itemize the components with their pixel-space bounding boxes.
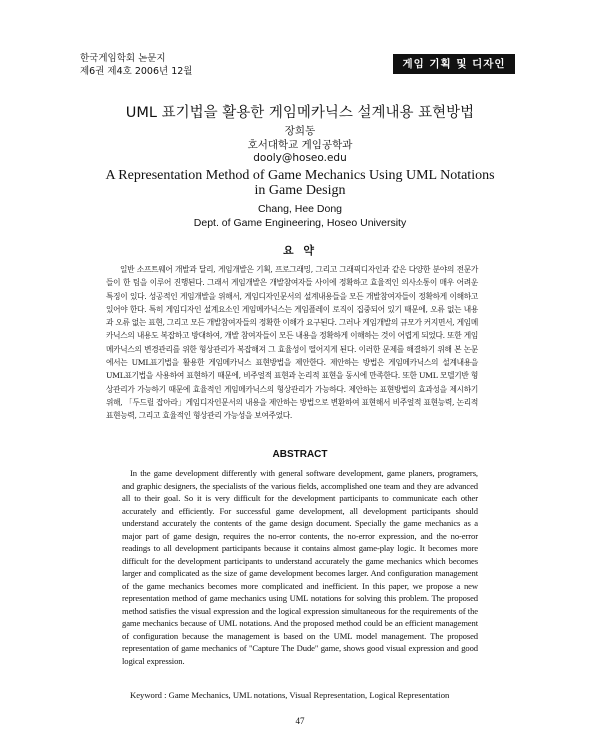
korean-author-block xyxy=(0,125,600,166)
korean-title: UML 표기법을 활용한 게임메카닉스 설계내용 표현방법 xyxy=(125,105,475,121)
section-badge: 게임 기획 및 디자인 xyxy=(393,54,515,74)
english-abstract-text: In the game development differently with general software development, game planers, programers, and graphic designers, the specialists of the various fields, accomplished one team and they are advanced all to their goal. So it is very difficult for the development participants to communicate each other accurately and efficiently. For successful game development, all development participants should understand accurately the contents of the game design document. Specially the game mechanics as a major part of game design, requires the no-error contents, the no-error expression, and the no-error readings to all development participants because it contains almost game-play logic. It becomes more difficult for the development participants to understand accurately the game mechanics which becomes larger and complicated as the size of game development becomes larger. And configuration management of the game mechanics becomes more complicated and inefficient. In this paper, we propose a new representation method of game mechanics using UML notations for solving this problem. The proposed method satisfies the visual expression and the logical expression simultaneous for the requirements of the game mechanics because of UML notations. And the proposed method could be an efficient management of configuration because the management is based on the UML model management. The proposed representation of game mechanics of "Capture The Dude" game, shows good visual expression and good logical expression. xyxy=(122,468,478,666)
author-email: dooly@hoseo.edu xyxy=(253,152,347,164)
english-title xyxy=(0,168,600,198)
korean-affiliation: 호서대학교 게임공학과 xyxy=(247,138,353,151)
english-title-line2: in Game Design xyxy=(254,183,346,198)
keywords: Keyword : Game Mechanics, UML notations, Visual Representation, Logical Representation xyxy=(130,690,450,700)
journal-header xyxy=(80,52,192,78)
korean-author-name: 장희동 xyxy=(284,125,316,137)
korean-abstract-text: 일반 소프트웨어 개발과 달리, 게임개발은 기획, 프로그래밍, 그리고 그래픽디자인과 같은 다양한 분야의 전문가들이 한 팀을 이루어 진행된다. 그래서 게임개발은 개발참여자들 사이에 정확하고 효율적인 의사소통이 매우 어려운 특징이 있다. 성공적인 게임개발을 위해서, 게임디자인문서의 설계내용들을 모든 개발참여자들이 정확하게 이해하고 있어야 한다. 특히 게임디자인 설계요소인 게임메카닉스는 게임플레이 로직이 집중되어 있기 때문에, 오류 없는 내용과 오류 없는 표현, 그리고 모든 개발참여자들의 정확한 이해가 요구된다. 그러나 게임개발의 규모가 커지면서, 게임메카닉스의 내용도 복잡하고 방대하여, 개발 참여자들이 모든 내용을 정확하게 이해하는 것이 어렵게 되었다. 또한 게임메카닉스의 변경관리를 위한 형상관리가 복잡해져 그 효율성이 떨어지게 된다. 이러한 문제를 해결하기 위해 본 논문에서는 UML표기법을 활용한 게임메카닉스 표현방법을 제안한다. 제안하는 방법은 게임메카닉스의 설계내용을 UML표기법을 사용하여 표현하기 때문에, 비주얼적 표현과 논리적 표현을 동시에 만족한다. 또한 UML 모델기반 형상관리가 가능하기 때문에 효율적인 게임메카닉스의 형상관리가 가능하다. 제안하는 표현방법의 효과성을 제시하기 위해, 「두드릴 잡아라」게임디자인문서의 내용을 제안하는 방법으로 변환하여 표현해서 비주얼적 표현능력, 논리적 표현능력, 그리고 효율적인 형상관리 가능성을 보여주었다. xyxy=(106,265,478,421)
journal-issue: 제6권 제4호 2006년 12월 xyxy=(80,66,193,77)
english-author-block xyxy=(0,203,600,230)
korean-abstract-heading: 요 약 xyxy=(282,244,318,257)
english-affiliation: Dept. of Game Engineering, Hoseo University xyxy=(193,216,407,229)
journal-name: 한국게임학회 논문지 xyxy=(80,53,166,64)
abstract-heading: ABSTRACT xyxy=(272,449,328,460)
english-author-name: Chang, Hee Dong xyxy=(257,203,343,215)
page-number: 47 xyxy=(295,716,305,726)
english-title-line1: A Representation Method of Game Mechanics Using UML Notations xyxy=(105,168,495,183)
